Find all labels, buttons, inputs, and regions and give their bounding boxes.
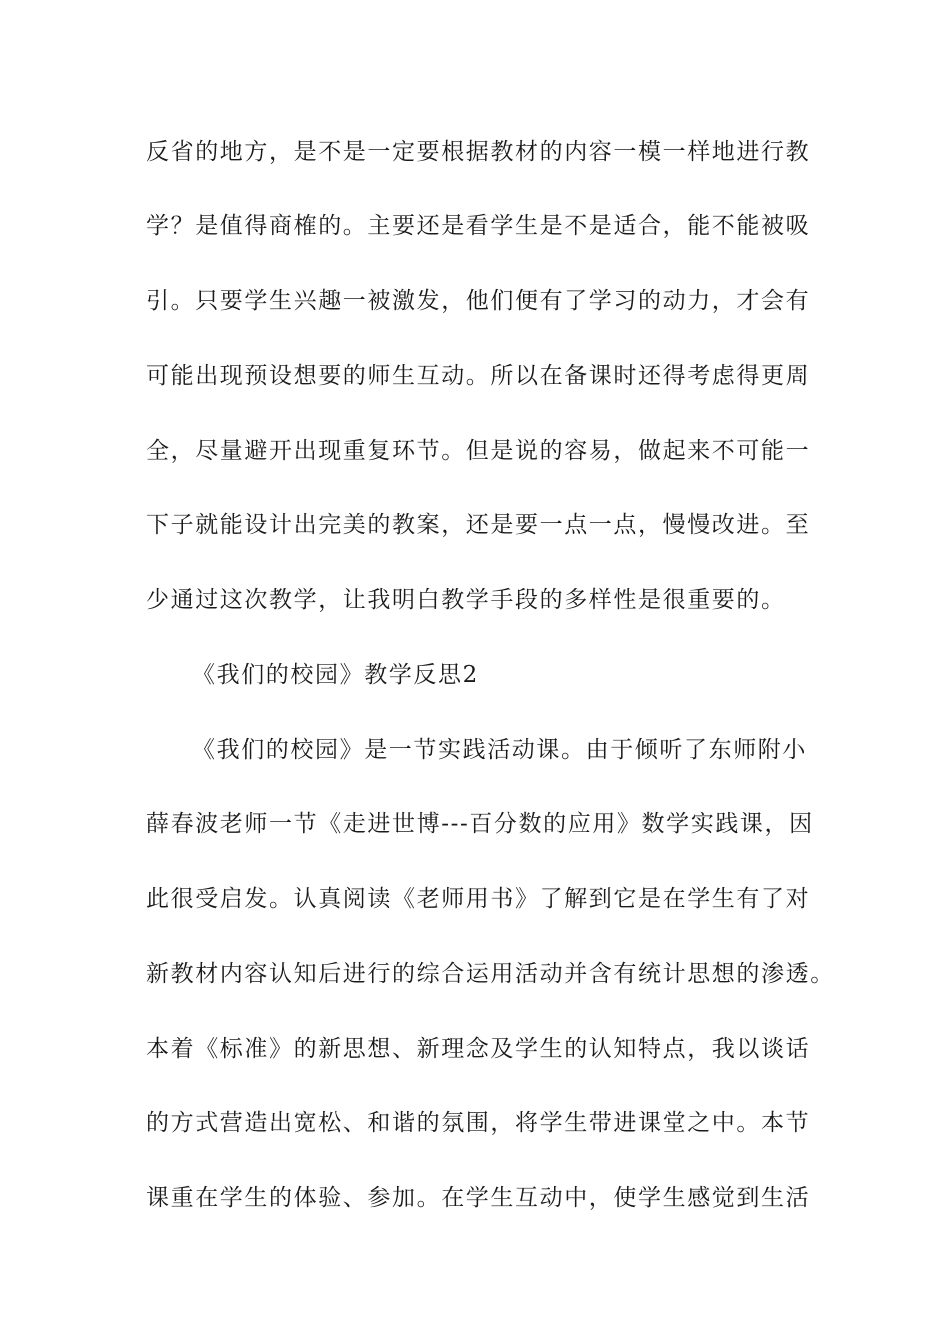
text-line: 此很受启发。认真阅读《老师用书》了解到它是在学生有了对	[146, 886, 811, 912]
text-line: 的方式营造出宽松、和谐的氛围，将学生带进课堂之中。本节	[146, 1110, 811, 1136]
text-line: 《我们的校园》是一节实践活动课。由于倾听了东师附小	[192, 737, 807, 763]
text-line: 引。只要学生兴趣一被激发，他们便有了学习的动力，才会有	[146, 288, 811, 314]
text-line: 新教材内容认知后进行的综合运用活动并含有统计思想的渗透。	[146, 961, 835, 987]
text-line: 薛春波老师一节《走进世博---百分数的应用》数学实践课，因	[146, 811, 814, 837]
text-line: 本着《标准》的新思想、新理念及学生的认知特点，我以谈话	[146, 1036, 811, 1062]
text-line: 反省的地方，是不是一定要根据教材的内容一模一样地进行教	[146, 139, 811, 165]
section-title: 《我们的校园》教学反思2	[192, 662, 479, 688]
text-line: 课重在学生的体验、参加。在学生互动中，使学生感觉到生活	[146, 1185, 811, 1211]
text-line: 下子就能设计出完美的教案，还是要一点一点，慢慢改进。至	[146, 512, 811, 538]
text-line: 全，尽量避开出现重复环节。但是说的容易，做起来不可能一	[146, 438, 811, 464]
text-line: 可能出现预设想要的师生互动。所以在备课时还得考虑得更周	[146, 363, 811, 389]
text-line: 少通过这次教学，让我明白教学手段的多样性是很重要的。	[146, 587, 786, 613]
text-line: 学？是值得商榷的。主要还是看学生是不是适合，能不能被吸	[146, 213, 811, 239]
